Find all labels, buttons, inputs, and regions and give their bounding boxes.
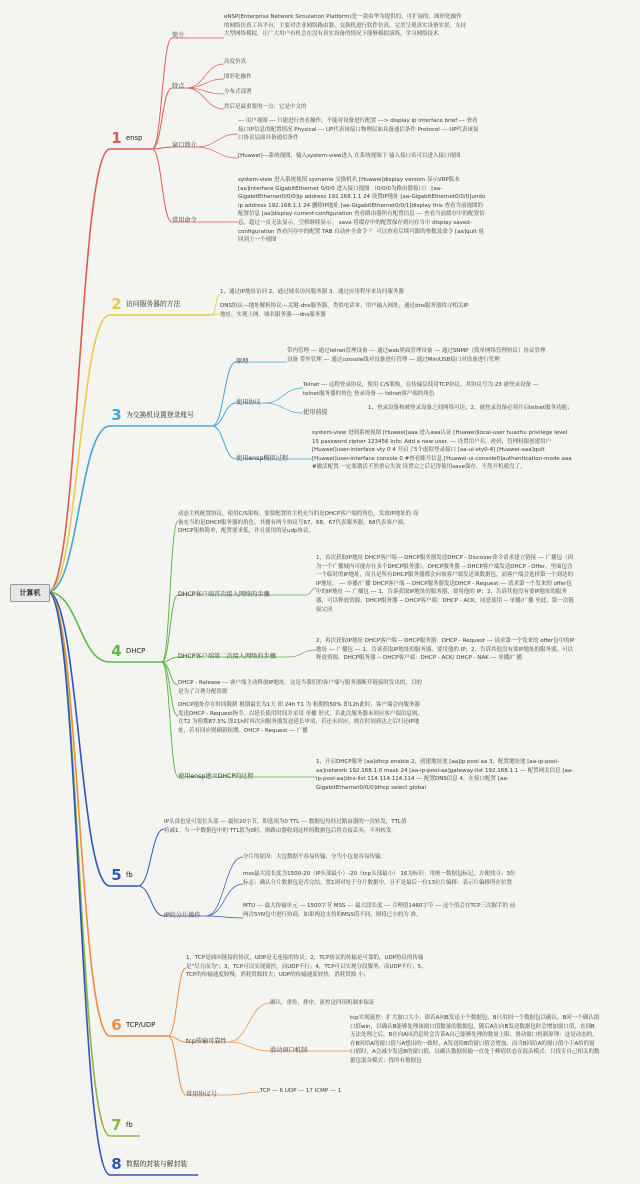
connector-line	[228, 1092, 260, 1095]
connector-line	[162, 662, 178, 777]
section-switch-login[interactable]	[110, 404, 194, 426]
ensp-window-user-view: --- 用户视图 --- 只能进行查看操作，不能对设备进行配置 ---> display ip interface brief --- 查看接口IP信息的配置情况 Physical --- UP代表该接口物理层面具备通信条件 Protocol --- UP代表该接口协议层面具备通信条件	[238, 118, 479, 142]
connector-line	[48, 592, 110, 886]
connector-line	[264, 388, 303, 403]
connector-line	[212, 426, 236, 459]
switch-prerequisite-label[interactable]: 使用前提	[303, 409, 328, 416]
connector-line	[152, 38, 172, 149]
section-number-badge: 2	[111, 294, 122, 313]
section-number-badge: 3	[111, 405, 122, 424]
connector-line	[228, 1003, 270, 1042]
fragmentation-reason-text: 分片的原因：大包数据不容易传输，分为小包更容易传输。	[243, 854, 387, 860]
ensp-commands-text: system-view 进入系统视图 sysname 交换机名 [Huawei]display version 显示VRP版本 [aa]interface GigabitEthernet 0/0/0 进入接口视图 （0/0/0为路由器接口） [aa-GigabitEthernet0/0/0]ip address 192.168.1.1 24 设置IP地址 [aa-GigabitEthernet0/0/0]undo ip address 192.168.1.1 24 删除IP地址 [aa-GigabitEthernet0/0/1]display this 查看当前视图的配置信息 [aa]display current-configuration 查看路由器所有配置信息 --- 查看当前缓存中的配置信息，超过一页无法显示，空格继续显示。 save 将缓存中的配置保存到闪存当中 display saved-configuration 查看闪存中的配置 TAB 自动补全命令 ？ 可以查看后续可跟的参数及命令 [aa]quit 返回到上一个视图	[238, 177, 486, 244]
dhcp-release-text: DHCP - Release --- 客户端主动释放IP地址。这是当我们的客户端与服务器断开链接时发出的，目的是为了合理分配资源	[178, 680, 422, 695]
section-tcp-udp[interactable]	[110, 1014, 155, 1036]
connector-line	[138, 886, 164, 916]
connector-line	[206, 884, 243, 916]
connector-line	[168, 1036, 186, 1095]
section-dhcp[interactable]	[110, 640, 145, 662]
connector-line	[138, 829, 164, 886]
ensp-commands-label[interactable]: 常用命令	[172, 217, 197, 224]
connector-line	[196, 134, 238, 147]
tcp-reliability-text: 确认，重传，排序，流控这四项机制来保证	[270, 1000, 375, 1006]
connector-line	[48, 592, 110, 1175]
section-fb-7[interactable]	[110, 1114, 133, 1136]
connector-line	[206, 916, 243, 918]
section-number-badge: 4	[111, 641, 122, 660]
section-encapsulation[interactable]	[110, 1153, 187, 1175]
section-ensp[interactable]	[110, 127, 142, 149]
switch-simulation-label[interactable]: 使用ensp模拟过程	[236, 455, 289, 462]
connector-line	[212, 362, 236, 426]
ensp-intro-label[interactable]: 简介	[172, 32, 185, 39]
tcp-reliability-label[interactable]: tcp传输可靠性	[186, 1038, 227, 1045]
section-number-badge: 1	[111, 128, 122, 147]
server-access-methods-text: 1，通过IP地址访问 2，通过域名访问服务器 3，通过应用程序来访问服务器	[220, 289, 404, 295]
ensp-features-label[interactable]: 特点	[172, 83, 185, 90]
sliding-window-text: tcp实现流控：扩大窗口大小，即若A向B发送十个数据包，B只用回一个数据包以确认。B回一个确认窗口值win，以确认B能够处理该窗口值数量的数据包，随后A在向B发送数据包时会增加窗口值，直到B无法处理之后，B在向A回消息时会告诉A自己能够处理的数量上限。滑动窗口机制原理：这是动态的，在B回给A的窗口值与A想出的一致时，A发送给B的窗口值会增加，而当B回给A的窗口值小于A给的窗口值时，A会减少发送B的窗口值，以确认数据传输一直处于峰值状态在混杂模式：只找专自己相关的数据包混杂模式：找所有数据包	[350, 1015, 600, 1064]
connector-line	[48, 315, 110, 592]
dhcp-lease-text: DHCP地址存在时间限制 租期最长为1天 即 24h T1 为 租期的50% 即12h此时，客户端会向服务器发送DHCP - Request指令，以延长使用时间并采用 单播 形式。若此次服务器未回应客户端信息则，在T2 为租期87.5% 即21h时再次向服务器发送延长申请，若还未回应，则在时间到达之后归还IP地址，若有回应则刷新租期。DHCP - Request --- 广播	[178, 702, 423, 734]
connector-line	[206, 857, 243, 916]
dhcp-ensp-config-label[interactable]: 使用ensp建立DHCP的过程	[178, 773, 254, 780]
ensp-window-system-view: [Huawei]---系统视图，输入system-view进入 在系统视图下 输入接口名可以进入接口视图	[238, 153, 461, 159]
section-label: TCP/UDP	[126, 1021, 156, 1029]
connector-line	[162, 595, 178, 662]
section-label: DHCP	[126, 647, 146, 655]
dhcp-intro-text: 动态主机配置协议，使用C/S架构。需要配置的主机充当的是DHCP客户端的角色，发放IP地址的 设备充当的是DHCP服务器的角色。其拥有两个协议号67、68。67代表服务器，68代表客户端。DHCP架构简单，配置要求低，并且使用的是udp协议。	[178, 511, 419, 535]
dhcp-first-access-label[interactable]: DHCP客户端首次接入网络的步骤	[178, 591, 270, 598]
fragmentation-mtu-text: MTU --- 最大传输单元 --- 1500字节 MSS --- 最大段长度 --- 合理值1460字节 --- 这个值会在TCP三次握手的 前两次SYN包中进行协商，如果两边支持的MSS值不同，则将已小的为 准。	[243, 903, 516, 918]
ensp-feature-item: 高度仿真	[224, 59, 247, 65]
ip-header-text: IP头部也是可变长头部 --- 最短20字节，即选项为0 TTL --- 数据包每经过路由器的一次转发，TTL值将减1。当一个数据包中的 TTL值为0时，则路由器收到这样的数据包后将直接丢弃，不再转发。	[164, 819, 407, 834]
telnet-prerequisite-text: 1，登录设备和被登录设备之间网络可达；2，被登录设备必须开启telnet服务功能；	[368, 405, 573, 411]
switch-principle-label[interactable]: 原理	[236, 358, 249, 365]
connector-line	[168, 968, 186, 1036]
connector-line	[196, 147, 238, 158]
connector-line	[186, 79, 224, 88]
section-number-badge: 8	[111, 1154, 122, 1173]
section-number-badge: 5	[111, 865, 122, 884]
section-number-badge: 7	[111, 1115, 122, 1134]
switch-protocol-label[interactable]: 使用协议	[236, 399, 261, 406]
section-number-badge: 6	[111, 1015, 122, 1034]
ensp-feature-item: 分布式部署	[224, 89, 252, 95]
section-label: 访问服务器的方法	[126, 300, 181, 308]
telnet-protocol-text: Telnet --- 远程登录协议，使用 C/S架构，在传输层使用TCP协议。其协议号为 23 被登录设备 --- telnet服务器的角色 登录设备 --- telnet客户端的角色	[303, 382, 539, 397]
dhcp-ensp-config-text: 1，开启DHCP服务 [aa]dhcp enable 2，创建地址池 [aa]ip pool aa 3，配置地址池 [aa-ip-pool-aa]network 192.168.1.0 mask 24 [aa-ip-pool-aa]gateway-list 192.168.1.1 --- 配置网关信息 [aa-ip-pool-aa]dns-list 114.114.114.114 --- 配置DNS信息 4，在接口配置 [aa-GigabitEthernet0/0/0]dhcp select global	[316, 759, 574, 791]
connector-line	[212, 403, 236, 426]
root-node[interactable]: 计算机	[10, 584, 50, 602]
section-label: 为交换机设置登录账号	[126, 411, 194, 419]
fragmentation-mss-text: mss最大段长度为1500-20（IP头部最小）-20（tcp头部最小） 16为标识：用统一数据包标记，方便找寻；3位标志：确认分片数据包是否完结，置1则对处于分片数据中，且不是最后一位13位片偏移：表示片偏移所在位置	[243, 871, 516, 886]
connector-line	[212, 294, 220, 315]
sliding-window-label[interactable]: 滑动窗口机制	[270, 1047, 308, 1054]
connector-line	[48, 149, 110, 592]
dhcp-first-access-text: 1，首次获取IP地址 DHCP客户端 -- DHCP服务器发送DHCP - Discover命令请求建立链接 --- 广播包（因为一个广播域内可能存在多个DHCP服务器）。DHCP服务器 -- DHCP客户端发送DHCP - Offer，里面包含一个临时的IP地址，而且是所有DHCP服务器都会向该客户端发送该数据包，而客户端会选择第一个到达的IP地址。 --- 单播/广播 DHCP客户端 -- DHCP服务器发送DHCP - Request --- 请求第一个发来的 offer包中的IP地址 --- 广播包 --- 1，告诉获取IP地址的服务器，要用他的 IP；2，告诉其他没有要IP地址的服务器，可以释放资源。DHCP服务器 -- DHCP客户端：DHCP - ACK，同意使用 -- 单播/广播 至此，第一次链接完成	[316, 555, 574, 613]
connector-line	[152, 149, 172, 222]
section-label: ensp	[126, 134, 143, 142]
section-label: fb	[126, 871, 133, 879]
connector-line	[264, 403, 303, 413]
section-fb-5[interactable]	[110, 864, 133, 886]
connector-line	[48, 592, 110, 1136]
connector-line	[288, 650, 316, 657]
dhcp-second-access-label[interactable]: DHCP客户端第二次接入网络的步骤	[178, 653, 276, 660]
connector-line	[186, 64, 224, 88]
connector-line	[48, 592, 110, 1036]
section-label: 数据的封装与解封装	[126, 1160, 188, 1168]
section-server-access[interactable]	[110, 293, 180, 315]
dns-protocol-text: DNS协议---地址解析协议---关键-dns服务器，类似电话本，用户输入网址，通过dns服务器找寻相关IP地址，实现上网。域名服务器----dns服务器	[220, 303, 469, 318]
tcp-udp-intro-text: 1，TCP是面向链接的协议，UDP是无连接的协议；2，TCP协议的传输是可靠的，UDP协议的传输是"尽力而为"；3，TCP可以实现流控，而UDP不行；4，TCP可以实现分段服务，而UDP不行；5，TCP的传输速度较慢，消耗资源较大；UDP的传输速度较快，消耗资源 小；	[186, 955, 427, 979]
ensp-window-label[interactable]: 窗口简介	[172, 142, 197, 149]
ensp-feature-item: 然后是最重要的一点：它是中文的	[224, 104, 307, 110]
connector-line	[306, 588, 316, 595]
connector-line	[162, 521, 178, 662]
section-label: fb	[126, 1121, 133, 1129]
ensp-feature-item: 图形化操作	[224, 74, 252, 80]
connector-line	[228, 1042, 270, 1051]
switch-principle-text: 带内管理 --- 通过telnet管理设备 --- 通过web界面管理设备 --- 通过SNMP（简单网络管理协议）协议管理设备 带外管理 --- 通过console线对设备进行管理 --- 通过MiniUSB接口对设备进行管理	[287, 348, 546, 363]
ip-fragmentation-label[interactable]: IP的分片操作	[164, 912, 201, 919]
common-protocol-number-label[interactable]: 常用协议号	[186, 1091, 217, 1098]
switch-simulation-text: system-view 进到系统视图 [Huawei]aaa 进入aaa认证 [Huawei]local-user huazhu privilege level 15 password cipher 123456 Info: Add a new user. --- 设置用户名，密码，管理权限创建用户 [Huawei]user-interface vty 0 4 开启了5个虚拟登录接口 [aa-ui-vty0-4] [Huawei-aaa]quit [Huawei]user-interface console 0 #查看账号信息 [Huawei-ui-console0]authentication-mode aaa #激活配置.一定要激活不然重启失效 设置完之后记得使用save保存，不然开机就没了。	[312, 430, 572, 471]
dhcp-second-access-text: 2，再次获取IP地址 DHCP客户端 -- DHCP服务器：DHCP - Request --- 请求第一个发来的 offer包中的IP地址 --- 广播包 --- 1，告诉获取IP地址的服务器，要用他的 IP；2，告诉其他没有要IP地址的服务器，可以释放资源。DHCP服务器 -- DHCP客户端：DHCP - ACK/ DHCP - NAK --- 单播/广播	[316, 638, 575, 662]
connector-line	[162, 662, 178, 716]
protocol-numbers-text: TCP --- 6 UDP --- 17 ICMP --- 1	[260, 1088, 342, 1094]
ensp-intro-text: eNSP(Enterprise Network Simulation Platform)是一款由华为提供的、可扩展的、图形化操作的网络仿真工具平台，主要对企业网络路由器、交换机进行软件仿真，完美呈现真实设备实景，支持大型网络模拟，让广大用户有机会在没有真实设备的情况下能够模拟演练，学习网络技术。	[224, 14, 467, 38]
